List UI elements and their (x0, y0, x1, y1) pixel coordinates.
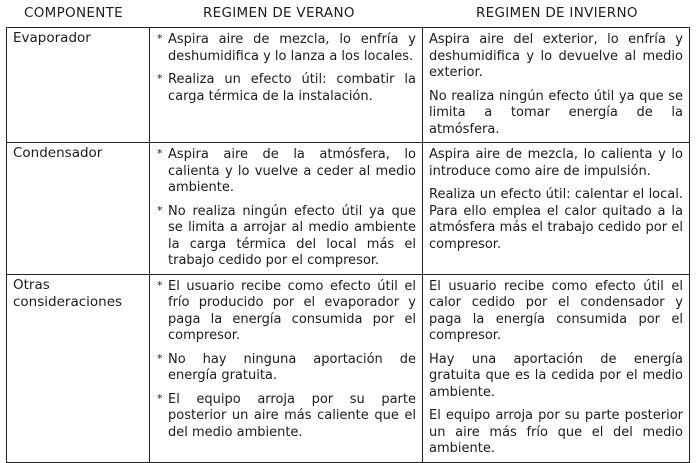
list-item: Aspira aire del exterior, lo enfría y deshumidifica y lo devuelve al medio exterior. (429, 32, 683, 80)
bullet-star: * (157, 203, 163, 217)
header-regimen-invierno: REGIMEN DE INVIERNO (476, 5, 638, 21)
list-item: * Aspira aire de la atmósfera, lo calienta y lo vuelve a ceder al medio ambiente. (157, 147, 416, 195)
cell-verano (150, 274, 423, 462)
list-item: Aspira aire de mezcla, lo calienta y lo introduce como aire de impulsión. (429, 147, 683, 179)
list-item: No realiza ningún efecto útil ya que se limita a tomar energía de la atmósfera. (429, 88, 683, 137)
bullet-star: * (157, 72, 163, 85)
list-item: * No realiza ningún efecto útil ya que se limita a arrojar al medio ambiente la carga térmica del local más el trabajo cedido por el compresor. (157, 203, 416, 268)
bullet-star: * (157, 32, 163, 45)
list-item: * El equipo arroja por su parte posterior un aire más caliente que el del medio ambiente. (157, 391, 416, 440)
componente-label: Evaporador (13, 30, 91, 46)
bullet-star: * (157, 351, 163, 365)
cell-verano (150, 28, 423, 143)
header-componente: COMPONENTE (24, 5, 123, 21)
cell-componente (7, 274, 150, 462)
list-item: * Aspira aire de mezcla, lo enfría y deshumidifica y lo lanza a los locales. (157, 32, 416, 64)
cell-verano (150, 143, 423, 275)
comparison-table (6, 27, 690, 463)
bullet-star: * (157, 278, 163, 292)
cell-componente (7, 28, 150, 143)
list-item: El usuario recibe como efecto útil el calor cedido por el condensador y paga la energía consumida por el compresor. (429, 278, 683, 343)
list-item: * El usuario recibe como efecto útil el frío producido por el evaporador y paga la energía consumida por el compresor. (157, 278, 416, 343)
cell-invierno (423, 143, 690, 275)
list-item: * Realiza un efecto útil: combatir la carga térmica de la instalación. (157, 72, 416, 104)
column-headers (0, 0, 700, 26)
table-row-condensador (7, 143, 690, 275)
table-row-evaporador (7, 28, 690, 143)
bullet-star: * (157, 147, 163, 160)
bullet-star: * (157, 391, 163, 405)
cell-componente (7, 143, 150, 275)
table-row-otras-consideraciones (7, 274, 690, 462)
cell-invierno (423, 274, 690, 462)
list-item: * No hay ninguna aportación de energía gratuita. (157, 351, 416, 383)
list-item: Hay una aportación de energía gratuita que es la cedida por el medio ambiente. (429, 351, 683, 400)
componente-label: Otras consideraciones (13, 276, 123, 310)
list-item: Realiza un efecto útil: calentar el local. Para ello emplea el calor quitado a la atmósfera más el trabajo cedido por el compresor. (429, 187, 683, 252)
componente-label: Condensador (13, 145, 103, 161)
list-item: El equipo arroja por su parte posterior un aire más frío que el del medio ambiente. (429, 408, 683, 456)
cell-invierno (423, 28, 690, 143)
header-regimen-verano: REGIMEN DE VERANO (203, 5, 355, 21)
